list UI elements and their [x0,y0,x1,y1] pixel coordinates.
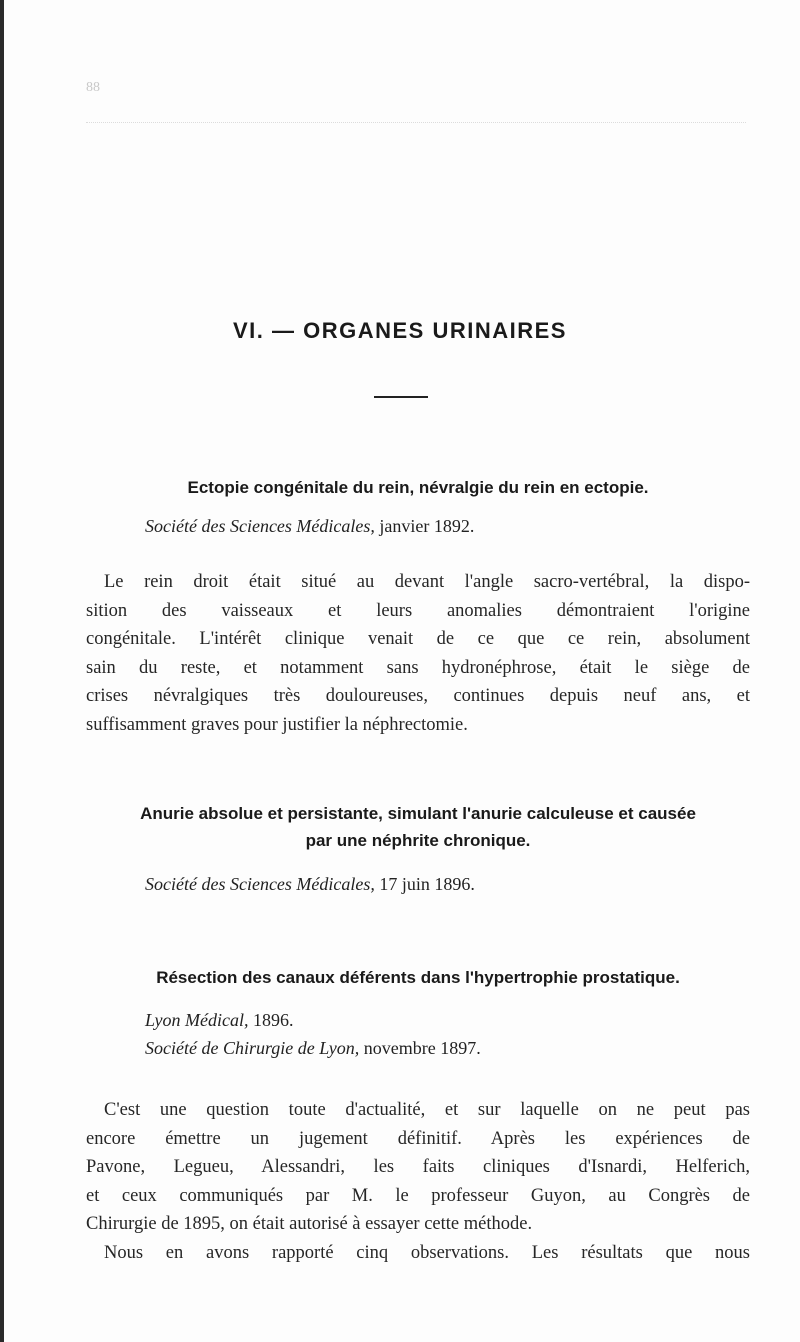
citation [145,870,475,898]
paragraph-line: congénitale. L'intérêt clinique venait de ce que ce rein, absolument [86,629,750,649]
paragraph-line: Pavone, Legueu, Alessandri, les faits cliniques d'Isnardi, Helferich, [86,1157,750,1177]
title-divider [374,396,428,398]
paragraph-line: sain du reste, et notamment sans hydronéphrose, était le siège de [86,657,750,678]
entry-heading-line: par une néphrite chronique. [305,831,531,850]
page-number: 88 [86,80,100,95]
entry-heading: Ectopie congénitale du rein, névralgie du rein en ectopie. [187,478,649,497]
entry-heading [80,800,756,854]
header-rule [86,122,746,123]
paragraph-line: et ceux communiqués par M. le professeur Guyon, au Congrès de [86,1185,750,1206]
paragraph-line: Nous en avons rapporté cinq observations. Les résultats que nous [104,1242,750,1263]
entry-paragraph [86,1096,750,1267]
paragraph-line: Chirurgie de 1895, on était autorisé à essayer cette méthode. [86,1214,533,1234]
citation-source: Lyon Médical, [145,1010,249,1030]
citation-source: Société de Chirurgie de Lyon, [145,1038,360,1058]
citation-source: Société des Sciences Médicales, [145,874,375,894]
citation-date: 17 juin 1896. [374,874,475,894]
paragraph-line: encore émettre un jugement définitif. Après les expériences de [86,1128,750,1149]
entry-paragraph [86,568,750,739]
running-header [86,80,746,130]
paragraph-line: suffisamment graves pour justifier la néphrectomie. [86,714,468,735]
citation-date: janvier 1892. [374,516,475,536]
paragraph-line: crises névralgiques très douloureuses, continues depuis neuf ans, et [86,686,750,706]
paragraph-line: Le rein droit était situé au devant l'angle sacro-vertébral, la dispo- [104,572,750,592]
entry-heading: Résection des canaux déférents dans l'hypertrophie prostatique. [156,968,680,987]
entry-heading-line: Anurie absolue et persistante, simulant l'anurie calculeuse et causée [140,804,696,823]
paragraph-line: sition des vaisseaux et leurs anomalies démontraient l'origine [86,600,750,621]
paragraph-line: C'est une question toute d'actualité, et sur laquelle on ne peut pas [104,1100,750,1120]
citation-date: novembre 1897. [359,1038,481,1058]
citation [145,1034,481,1062]
citation [145,1006,293,1034]
citation-source: Société des Sciences Médicales, [145,516,375,536]
citation [145,512,474,540]
citation-date: 1896. [248,1010,294,1030]
scan-edge [0,0,4,1342]
section-title: VI. — ORGANES URINAIRES [233,318,567,343]
